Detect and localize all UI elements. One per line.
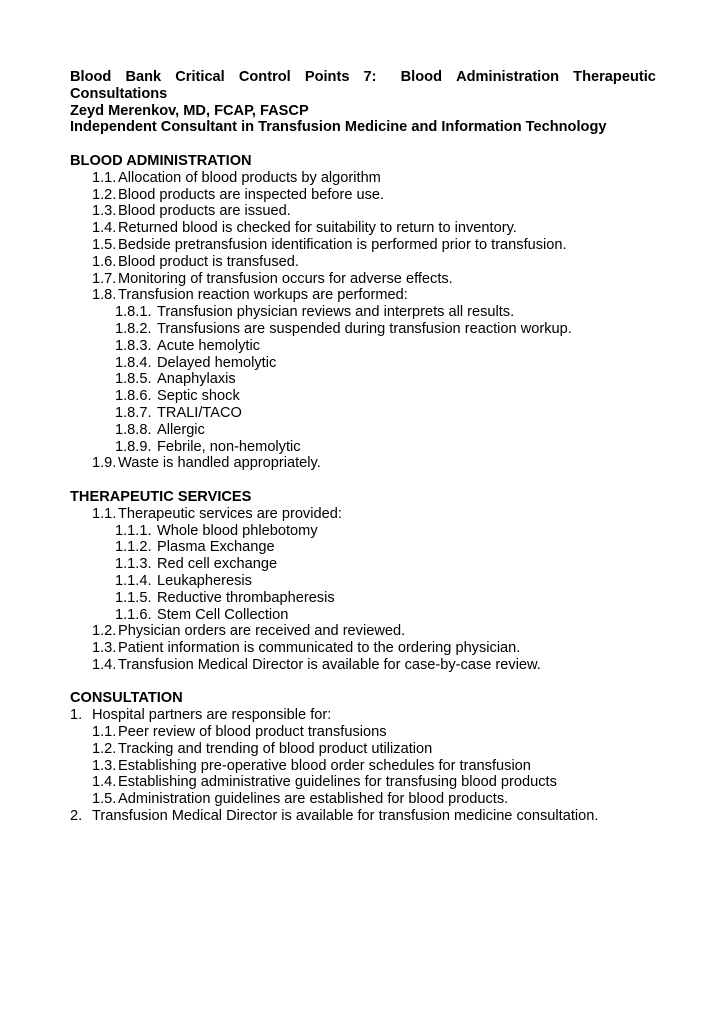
list-subitem: 1.8.2. Transfusions are suspended during transfusion reaction workup. [115,320,572,337]
title-word: Therapeutic [573,69,656,85]
list-item: 1.1. Allocation of blood products by algorithm [92,169,381,186]
list-subitem: 1.8.3. Acute hemolytic [115,337,261,354]
list-item: 1. Hospital partners are responsible for: [70,707,332,724]
list-item: 2. Transfusion Medical Director is available for transfusion medicine consultation. [70,808,599,825]
list-subitem: 1.1.5. Reductive thrombapheresis [115,589,335,606]
list-item: 1.4. Establishing administrative guidelines for transfusing blood products [92,774,557,791]
document-title-line-1 [70,69,656,86]
list-item: 1.3. Patient information is communicated to the ordering physician. [92,640,521,657]
list-item: 1.2. Tracking and trending of blood product utilization [92,740,433,757]
list-item: 1.6. Blood product is transfused. [92,253,299,270]
section-heading-blood-administration: BLOOD ADMINISTRATION [70,152,252,169]
list-item: 1.1. Peer review of blood product transfusions [92,724,387,741]
list-subitem: 1.8.8. Allergic [115,421,205,438]
list-item: 1.8. Transfusion reaction workups are performed: [92,287,408,304]
section-heading-consultation: CONSULTATION [70,690,183,707]
list-item: 1.4. Returned blood is checked for suitability to return to inventory. [92,220,517,237]
list-subitem: 1.1.4. Leukapheresis [115,572,252,589]
list-subitem: 1.1.1. Whole blood phlebotomy [115,522,318,539]
list-subitem: 1.1.3. Red cell exchange [115,556,278,573]
author-affiliation: Independent Consultant in Transfusion Medicine and Information Technology [70,119,607,136]
title-word: Points [304,69,350,85]
title-word: 7: [363,69,377,85]
document-title-line-2: Consultations [70,85,168,102]
list-item: 1.5. Bedside pretransfusion identification is performed prior to transfusion. [92,236,567,253]
title-word: Administration [456,69,560,85]
author-name: Zeyd Merenkov, MD, FCAP, FASCP [70,102,309,119]
title-word: Control [238,69,291,85]
list-item: 1.2. Blood products are inspected before use. [92,186,385,203]
list-subitem: 1.8.6. Septic shock [115,388,240,405]
list-subitem: 1.8.1. Transfusion physician reviews and interprets all results. [115,304,515,321]
list-subitem: 1.8.9. Febrile, non-hemolytic [115,438,301,455]
list-subitem: 1.8.5. Anaphylaxis [115,371,236,388]
list-item: 1.5. Administration guidelines are established for blood products. [92,791,509,808]
list-item: 1.3. Establishing pre-operative blood order schedules for transfusion [92,757,531,774]
list-item: 1.1. Therapeutic services are provided: [92,505,342,522]
list-subitem: 1.8.4. Delayed hemolytic [115,354,277,371]
list-item: 1.2. Physician orders are received and reviewed. [92,623,406,640]
list-subitem: 1.1.2. Plasma Exchange [115,539,275,556]
list-subitem: 1.8.7. TRALI/TACO [115,404,242,421]
title-word: Critical [175,69,225,85]
title-word: Blood [400,69,442,85]
title-word: Bank [125,69,162,85]
document-page [70,69,656,825]
title-word: Blood [70,69,112,85]
list-item: 1.3. Blood products are issued. [92,203,291,220]
section-heading-therapeutic-services: THERAPEUTIC SERVICES [70,488,252,505]
list-item: 1.7. Monitoring of transfusion occurs for adverse effects. [92,270,453,287]
list-subitem: 1.1.6. Stem Cell Collection [115,606,289,623]
list-item: 1.9. Waste is handled appropriately. [92,455,321,472]
list-item: 1.4. Transfusion Medical Director is available for case-by-case review. [92,656,541,673]
